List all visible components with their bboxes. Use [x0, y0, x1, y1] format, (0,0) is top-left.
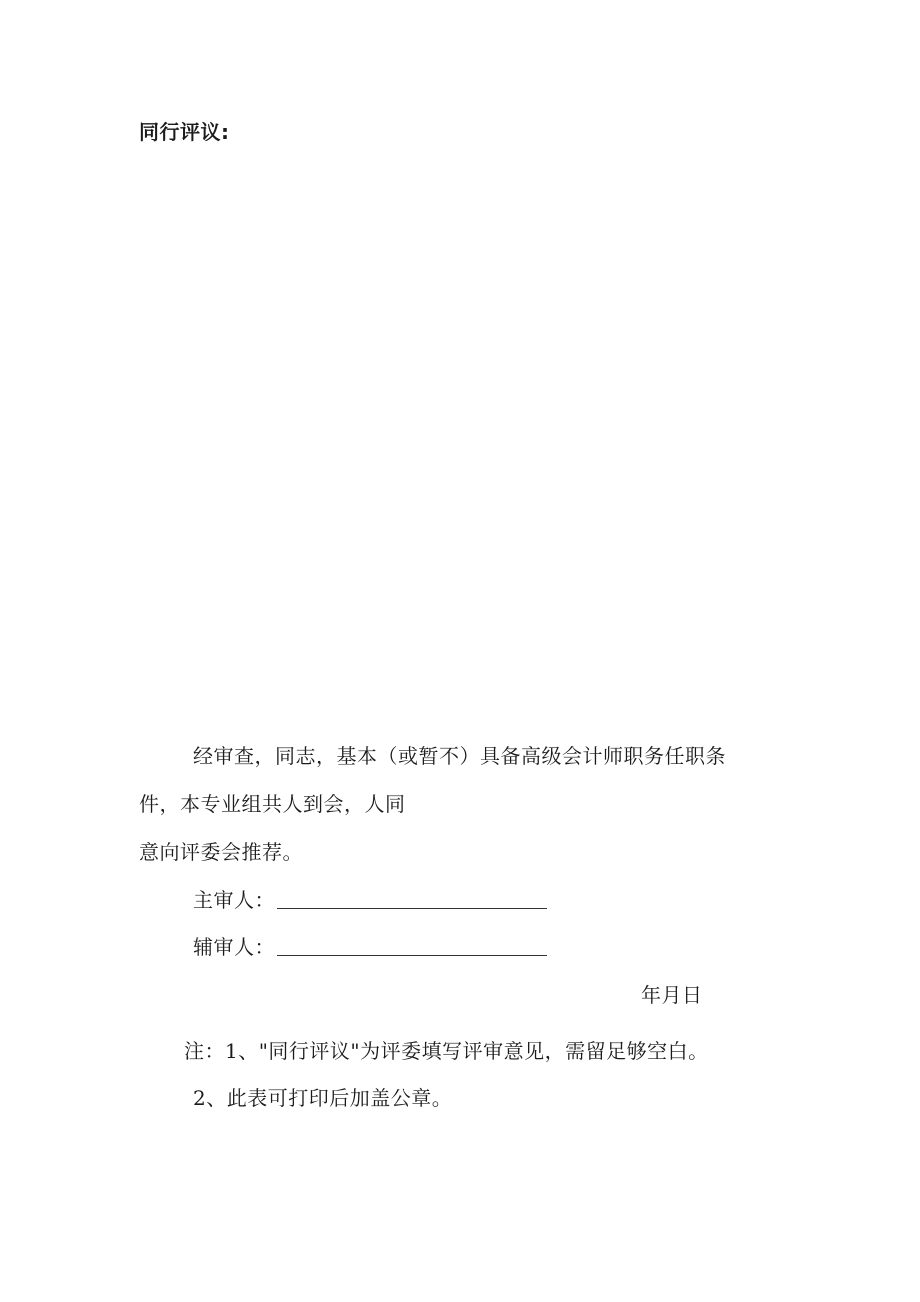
review-paragraph-line-3: 意向评委会推荐。 [139, 840, 303, 864]
review-paragraph-line-1: 经审查，同志，基本（或暂不）具备高级会计师职务任职条 [193, 744, 726, 768]
note-item-2: 2、此表可打印后加盖公章。 [193, 1086, 453, 1110]
note-item-1: 注：1、"同行评议"为评委填写评审意见，需留足够空白。 [184, 1039, 709, 1063]
date-label: 年月日 [641, 983, 703, 1007]
chief-reviewer-signature-line [277, 888, 547, 909]
assistant-reviewer-row [193, 931, 547, 960]
assistant-reviewer-label: 辅审人： [193, 935, 275, 959]
assistant-reviewer-signature-line [277, 935, 547, 956]
chief-reviewer-row [193, 884, 547, 913]
chief-reviewer-label: 主审人： [193, 888, 275, 912]
section-heading: 同行评议: [139, 120, 230, 144]
review-paragraph-line-2: 件，本专业组共人到会，人同 [139, 792, 406, 816]
